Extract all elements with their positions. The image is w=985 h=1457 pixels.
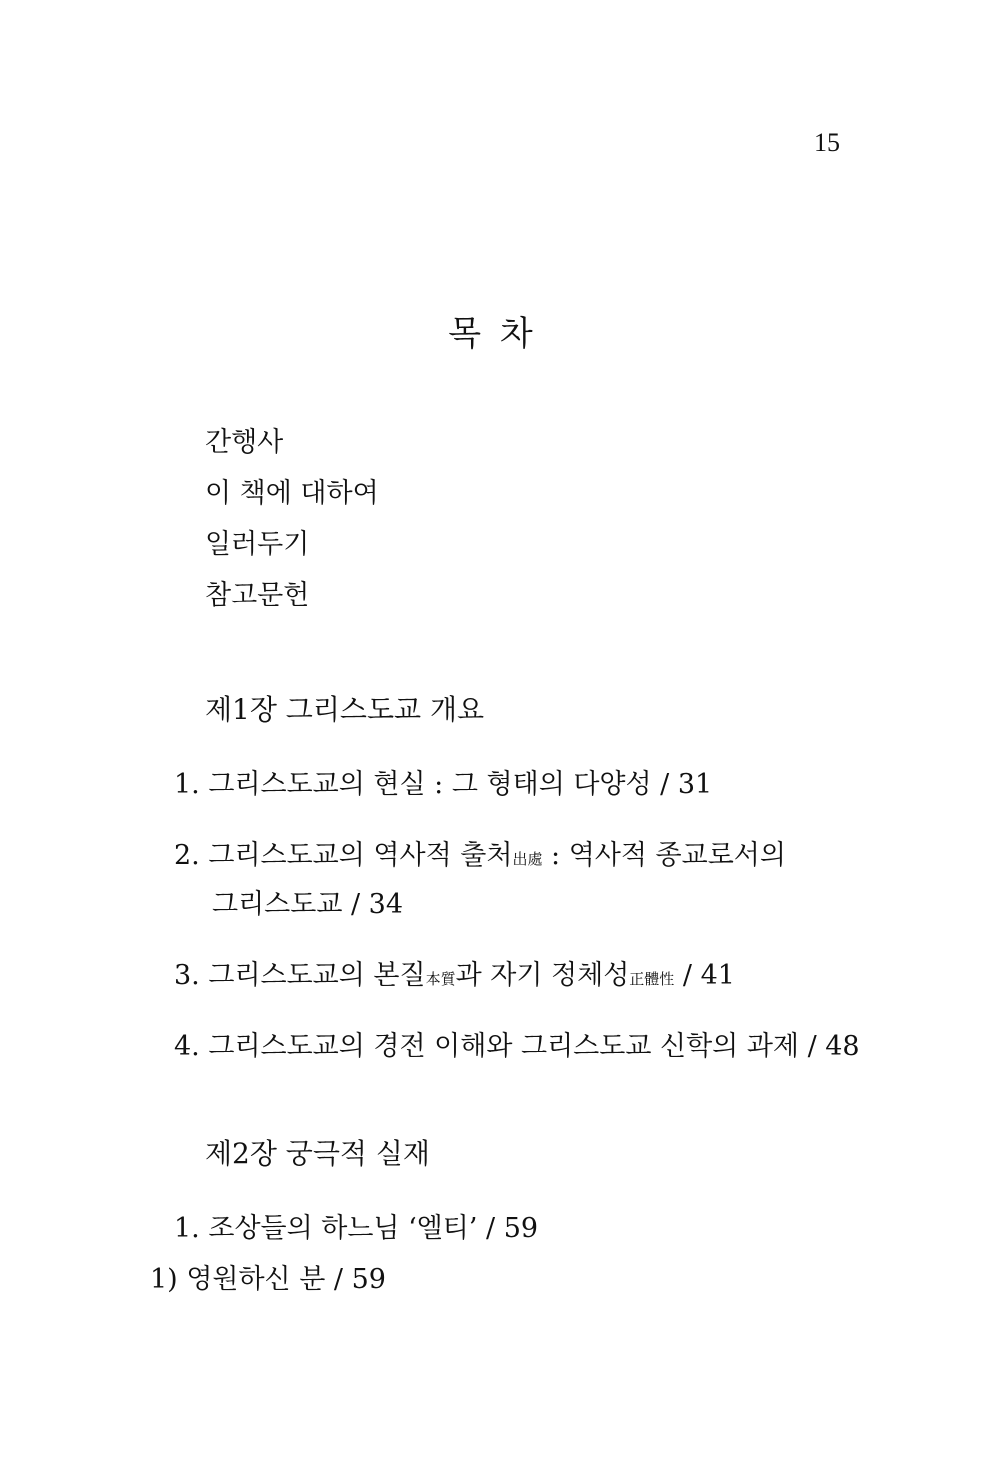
entry-number: 1. — [174, 769, 200, 800]
toc-sub-entry-2-1-1[interactable] — [150, 1257, 386, 1296]
toc-entry-1-2[interactable] — [174, 833, 786, 872]
entry-text-continued: 과 자기 정체성 — [455, 960, 630, 991]
toc-entry-1-3[interactable] — [174, 953, 735, 992]
front-matter-item-about-book[interactable]: 이 책에 대하여 — [205, 478, 379, 509]
toc-title: 목 차 — [448, 314, 537, 354]
entry-number: 1. — [174, 1213, 200, 1244]
chapter-1-heading[interactable]: 제1장 그리스도교 개요 — [205, 693, 485, 726]
front-matter-item-bibliography[interactable]: 참고문헌 — [205, 580, 310, 611]
entry-text: 그리스도교의 역사적 출처 — [208, 840, 513, 871]
toc-entry-1-4[interactable] — [174, 1024, 860, 1063]
toc-entry-1-2-continuation[interactable]: 그리스도교 / 34 — [212, 889, 404, 920]
sub-entry-number: 1) — [150, 1264, 178, 1295]
entry-hanja: 出處 — [512, 850, 543, 868]
front-matter-item-preface[interactable]: 간행사 — [205, 427, 284, 458]
toc-entry-1-1[interactable] — [174, 762, 712, 801]
entry-number: 4. — [174, 1031, 200, 1062]
entry-number: 2. — [174, 840, 200, 871]
sub-entry-text: 영원하신 분 / 59 — [186, 1264, 386, 1295]
toc-entry-2-1[interactable] — [174, 1206, 538, 1245]
entry-number: 3. — [174, 960, 200, 991]
entry-page: / 41 — [674, 960, 735, 991]
entry-text: 그리스도교의 본질 — [208, 960, 426, 991]
entry-text: 그리스도교의 현실 : 그 형태의 다양성 / 31 — [208, 769, 713, 800]
entry-text: 그리스도교의 경전 이해와 그리스도교 신학의 과제 / 48 — [208, 1031, 860, 1062]
entry-hanja: 正體性 — [629, 970, 675, 988]
entry-text: 조상들의 하느님 ‘엘티’ / 59 — [208, 1213, 539, 1244]
entry-hanja: 本質 — [425, 970, 456, 988]
page-number: 15 — [814, 128, 840, 157]
entry-text-continued: : 역사적 종교로서의 — [542, 840, 786, 871]
chapter-2-heading[interactable]: 제2장 궁극적 실재 — [205, 1137, 430, 1170]
front-matter-item-notes[interactable]: 일러두기 — [205, 529, 310, 560]
